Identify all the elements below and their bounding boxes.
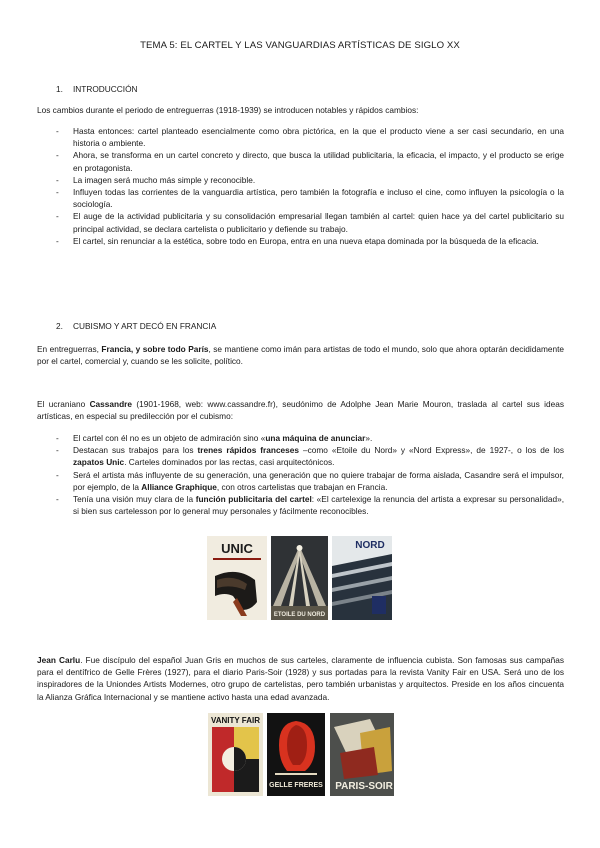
intro-bullet-list <box>56 125 564 247</box>
list-item: - Destacan sus trabajos para los trenes rápidos franceses –como «Etoile du Nord» y «Nord Express», de 1927-, o los de los zapatos Unic. Carteles dominados por las rectas, casi arquitectónicos. <box>56 444 564 468</box>
section-heading-intro <box>56 83 138 95</box>
poster-vanity-fair <box>208 713 263 796</box>
paris-paragraph: En entreguerras, Francia, y sobre todo París, se mantiene como imán para artistas de todo el mundo, solo que ahora optarán decididamente por el cartel, comercial y, cuando se les solicite, político. <box>37 344 565 367</box>
list-item: - Influyen todas las corrientes de la vanguardia artística, pero también la fotografía e incluso el cine, como influyen la psicología o la sociología. <box>56 186 564 210</box>
poster-unic <box>207 536 267 620</box>
section-number: 1. <box>56 84 63 94</box>
highlight-cassandre: Cassandre <box>89 399 132 409</box>
highlight-paris: Francia, y sobre todo París <box>101 344 209 354</box>
railway-tracks-illustration <box>271 536 328 620</box>
section-title: INTRODUCCIÓN <box>73 84 138 94</box>
section-number: 2. <box>56 321 63 331</box>
highlight-carlu: Jean Carlu <box>37 655 81 665</box>
train-illustration <box>332 536 392 620</box>
list-item: - La imagen será mucho más simple y reconocible. <box>56 174 564 186</box>
cassandre-paragraph: El ucraniano Cassandre (1901-1968, web: www.cassandre.fr), seudónimo de Adolphe Jean Marie Mouron, traslada al cartel sus ideas artísticas, en especial su predilección por el cubismo: <box>37 399 564 422</box>
gelle-freres-illustration <box>267 713 325 796</box>
svg-text:VANITY FAIR: VANITY FAIR <box>210 716 261 725</box>
unic-shoe-illustration <box>207 536 267 620</box>
poster-etoile-du-nord <box>271 536 328 620</box>
svg-text:UNIC: UNIC <box>221 541 253 556</box>
list-item: - Ahora, se transforma en un cartel concreto y directo, que busca la utilidad publicitaria, la eficacia, el impacto, y el producto se erige en protagonista. <box>56 149 564 173</box>
page-title: TEMA 5: EL CARTEL Y LAS VANGUARDIAS ARTÍSTICAS DE SIGLO XX <box>140 40 460 51</box>
intro-paragraph: Los cambios durante el periodo de entreguerras (1918-1939) se introducen notables y rápidos cambios: <box>37 105 419 115</box>
list-item: - El cartel con él no es un objeto de admiración sino «una máquina de anunciar». <box>56 432 564 444</box>
list-item: - El cartel, sin renunciar a la estética, sobre todo en Europa, entra en una nueva etapa dominada por la búsqueda de la eficacia. <box>56 235 564 247</box>
svg-text:PARIS-SOIR: PARIS-SOIR <box>335 781 393 792</box>
list-item: - Tenía una visión muy clara de la función publicitaria del cartel: «El cartelexige la renuncia del artista a expresar su personalidad», si bien sus cartelesson por lo general muy personales y fácilmente reconocibles. <box>56 493 564 517</box>
list-item: - Hasta entonces: cartel planteado esencialmente como obra pictórica, en la que el producto viene a ser casi secundario, en una historia o ambiente. <box>56 125 564 149</box>
poster-paris-soir <box>330 713 394 796</box>
vanity-fair-cover-illustration <box>208 713 263 796</box>
list-item: - El auge de la actividad publicitaria y su consolidación empresarial llegan también al cartel: quien hace ya del cartel publicitario su principal actividad, se declara cartelista o publicitario y defiende su trabajo. <box>56 210 564 234</box>
section-title: CUBISMO Y ART DECÓ EN FRANCIA <box>73 321 217 331</box>
carlu-paragraph: Jean Carlu. Fue discípulo del español Juan Gris en muchos de sus carteles, claramente de influencia cubista. Son famosas sus campañas para el dentífrico de Gelle Frères (1927), para el diario Paris-Soir (1928) y sus portadas para la revista Vanity Fair en USA. Será uno de los inspiradores de la Uniondes Artists Modernes, otro grupo de cartelistas, pero también urbanistas y arquitectos. Preside en los años cincuenta la Alianza Gráfica Internacional y se mantiene activo hasta una edad avanzada. <box>37 655 564 702</box>
poster-gelle-freres <box>267 713 325 796</box>
svg-text:ETOILE DU NORD: ETOILE DU NORD <box>273 612 326 618</box>
cassandre-bullet-list <box>56 432 564 517</box>
svg-text:NORD: NORD <box>355 540 385 551</box>
paris-soir-illustration <box>330 713 394 796</box>
svg-text:GELLE FRERES: GELLE FRERES <box>269 782 323 789</box>
section-heading-cubism <box>56 320 216 332</box>
list-item: - Será el artista más influyente de su generación, una generación que no quiere trabajar de forma aislada, Casandre será el impulsor, por ejemplo, de la Alliance Graphique, con otros cartelistas que trabajan en Francia. <box>56 469 564 493</box>
poster-nord-express <box>332 536 392 620</box>
